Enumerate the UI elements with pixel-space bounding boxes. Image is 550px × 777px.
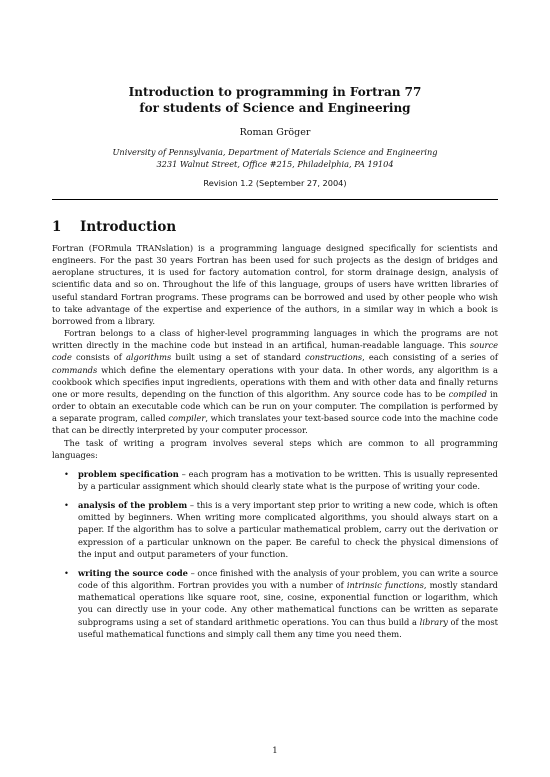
section-number: 1	[52, 219, 62, 235]
title-line-1: Introduction to programming in Fortran 77	[128, 85, 422, 99]
bullet-icon: •	[64, 500, 69, 511]
item-emphasis-library: library	[419, 616, 448, 627]
affiliation-line-1: University of Pennsylvania, Department of Materials Science and Engineering	[112, 147, 438, 157]
item-emphasis-intrinsic: intrinsic functions	[346, 580, 424, 591]
p2-emphasis-compiler: compiler	[168, 413, 206, 424]
section-body	[52, 242, 498, 640]
p2-text-g: , which translates your text-based source code into the machine code that can be directly interpreted by your computer processor.	[52, 413, 499, 436]
item-text: – this is a very important step prior to writing a new code, which is often omitted by beginners. When writing more complicated algorithms, you should always start on a paper. If the algorithm has to solve a particular mathematical problem, carry out the derivation or expression of a particular unknown on the paper. Be careful to check the physical dimensions of the input and output parameters of your function.	[78, 500, 498, 559]
author-name: Roman Gröger	[239, 127, 311, 138]
item-term: problem specification	[78, 468, 179, 479]
item-text-a: – once finished with the analysis of your problem, you can write a source code of this algorithm. Fortran provides you with a number of	[78, 567, 498, 591]
paragraph-3: The task of writing a program involves several steps which are common to all programming languages:	[52, 437, 498, 460]
p2-text-b: consists of	[71, 352, 126, 363]
steps-list	[52, 468, 498, 640]
p2-emphasis-algorithms: algorithms	[125, 352, 172, 363]
p2-emphasis-source-code: source code	[52, 340, 498, 363]
list-item	[52, 567, 498, 640]
section-heading	[52, 219, 176, 235]
title-line-2: for students of Science and Engineering	[139, 101, 411, 115]
list-item	[52, 499, 498, 560]
item-text: – each program has a motivation to be written. This is usually represented by a particular assignment which should clearly state what is the purpose of writing your code.	[78, 468, 498, 491]
list-item	[52, 468, 498, 492]
p2-emphasis-compiled: compiled	[448, 388, 487, 399]
p2-text-d: , each consisting of a series of	[362, 352, 499, 363]
affiliation-line-2: 3231 Walnut Street, Office #215, Philadelphia, PA 19104	[156, 159, 394, 169]
page-number: 1	[272, 746, 278, 756]
bullet-icon: •	[64, 468, 69, 479]
p2-text-a: Fortran belongs to a class of higher-level programming languages in which the programs are not written directly in the machine code but instead in an artifical, human-readable language. This	[52, 328, 498, 351]
p2-emphasis-constructions: constructions	[305, 352, 363, 363]
affiliation	[0, 146, 550, 170]
section-title: Introduction	[80, 219, 177, 235]
p2-emphasis-commands: commands	[52, 364, 98, 375]
title-divider	[52, 199, 498, 200]
p2-text-c: built using a set of standard	[171, 352, 306, 363]
item-text-b: , mostly standard mathematical operations like square root, sine, cosine, exponential function or logarithm, which you can directly use in your code. Any other mathematical functions can be written as separate subprograms using a set of standard arithmetic operations. You can thus build a	[78, 580, 498, 627]
item-text-c: of the most useful mathematical functions and simply call them any time you need them.	[78, 616, 498, 639]
paragraph-1: Fortran (FORmula TRANslation) is a programming language designed specifically for scientists and engineers. For the past 30 years Fortran has been used for such projects as the design of bridges and aeroplane structures, it is used for factory automation control, for storm drainage design, analysis of scientific data and so on. Throughout the life of this language, groups of users have written libraries of useful standard Fortran programs. These programs can be borrowed and used by other people who wish to take advantage of the expertise and experience of the authors, in a similar way in which a book is borrowed from a library.	[52, 243, 498, 326]
paragraph-2	[52, 327, 498, 436]
paper-title	[0, 84, 550, 116]
p2-text-e: which define the elementary operations with your data. In other words, any algorithm is a cookbook which specifies input ingredients, operations with them and with other data and finally returns one or more results, depending on the function of this algorithm. Any source code has to be	[52, 364, 498, 399]
p2-text-f: in order to obtain an executable code which can be run on your computer. The compilation is performed by a separate program, called	[52, 388, 498, 424]
bullet-icon: •	[64, 567, 69, 578]
revision-note: Revision 1.2 (September 27, 2004)	[203, 178, 347, 188]
item-term: writing the source code	[78, 567, 188, 578]
item-term: analysis of the problem	[78, 500, 188, 511]
